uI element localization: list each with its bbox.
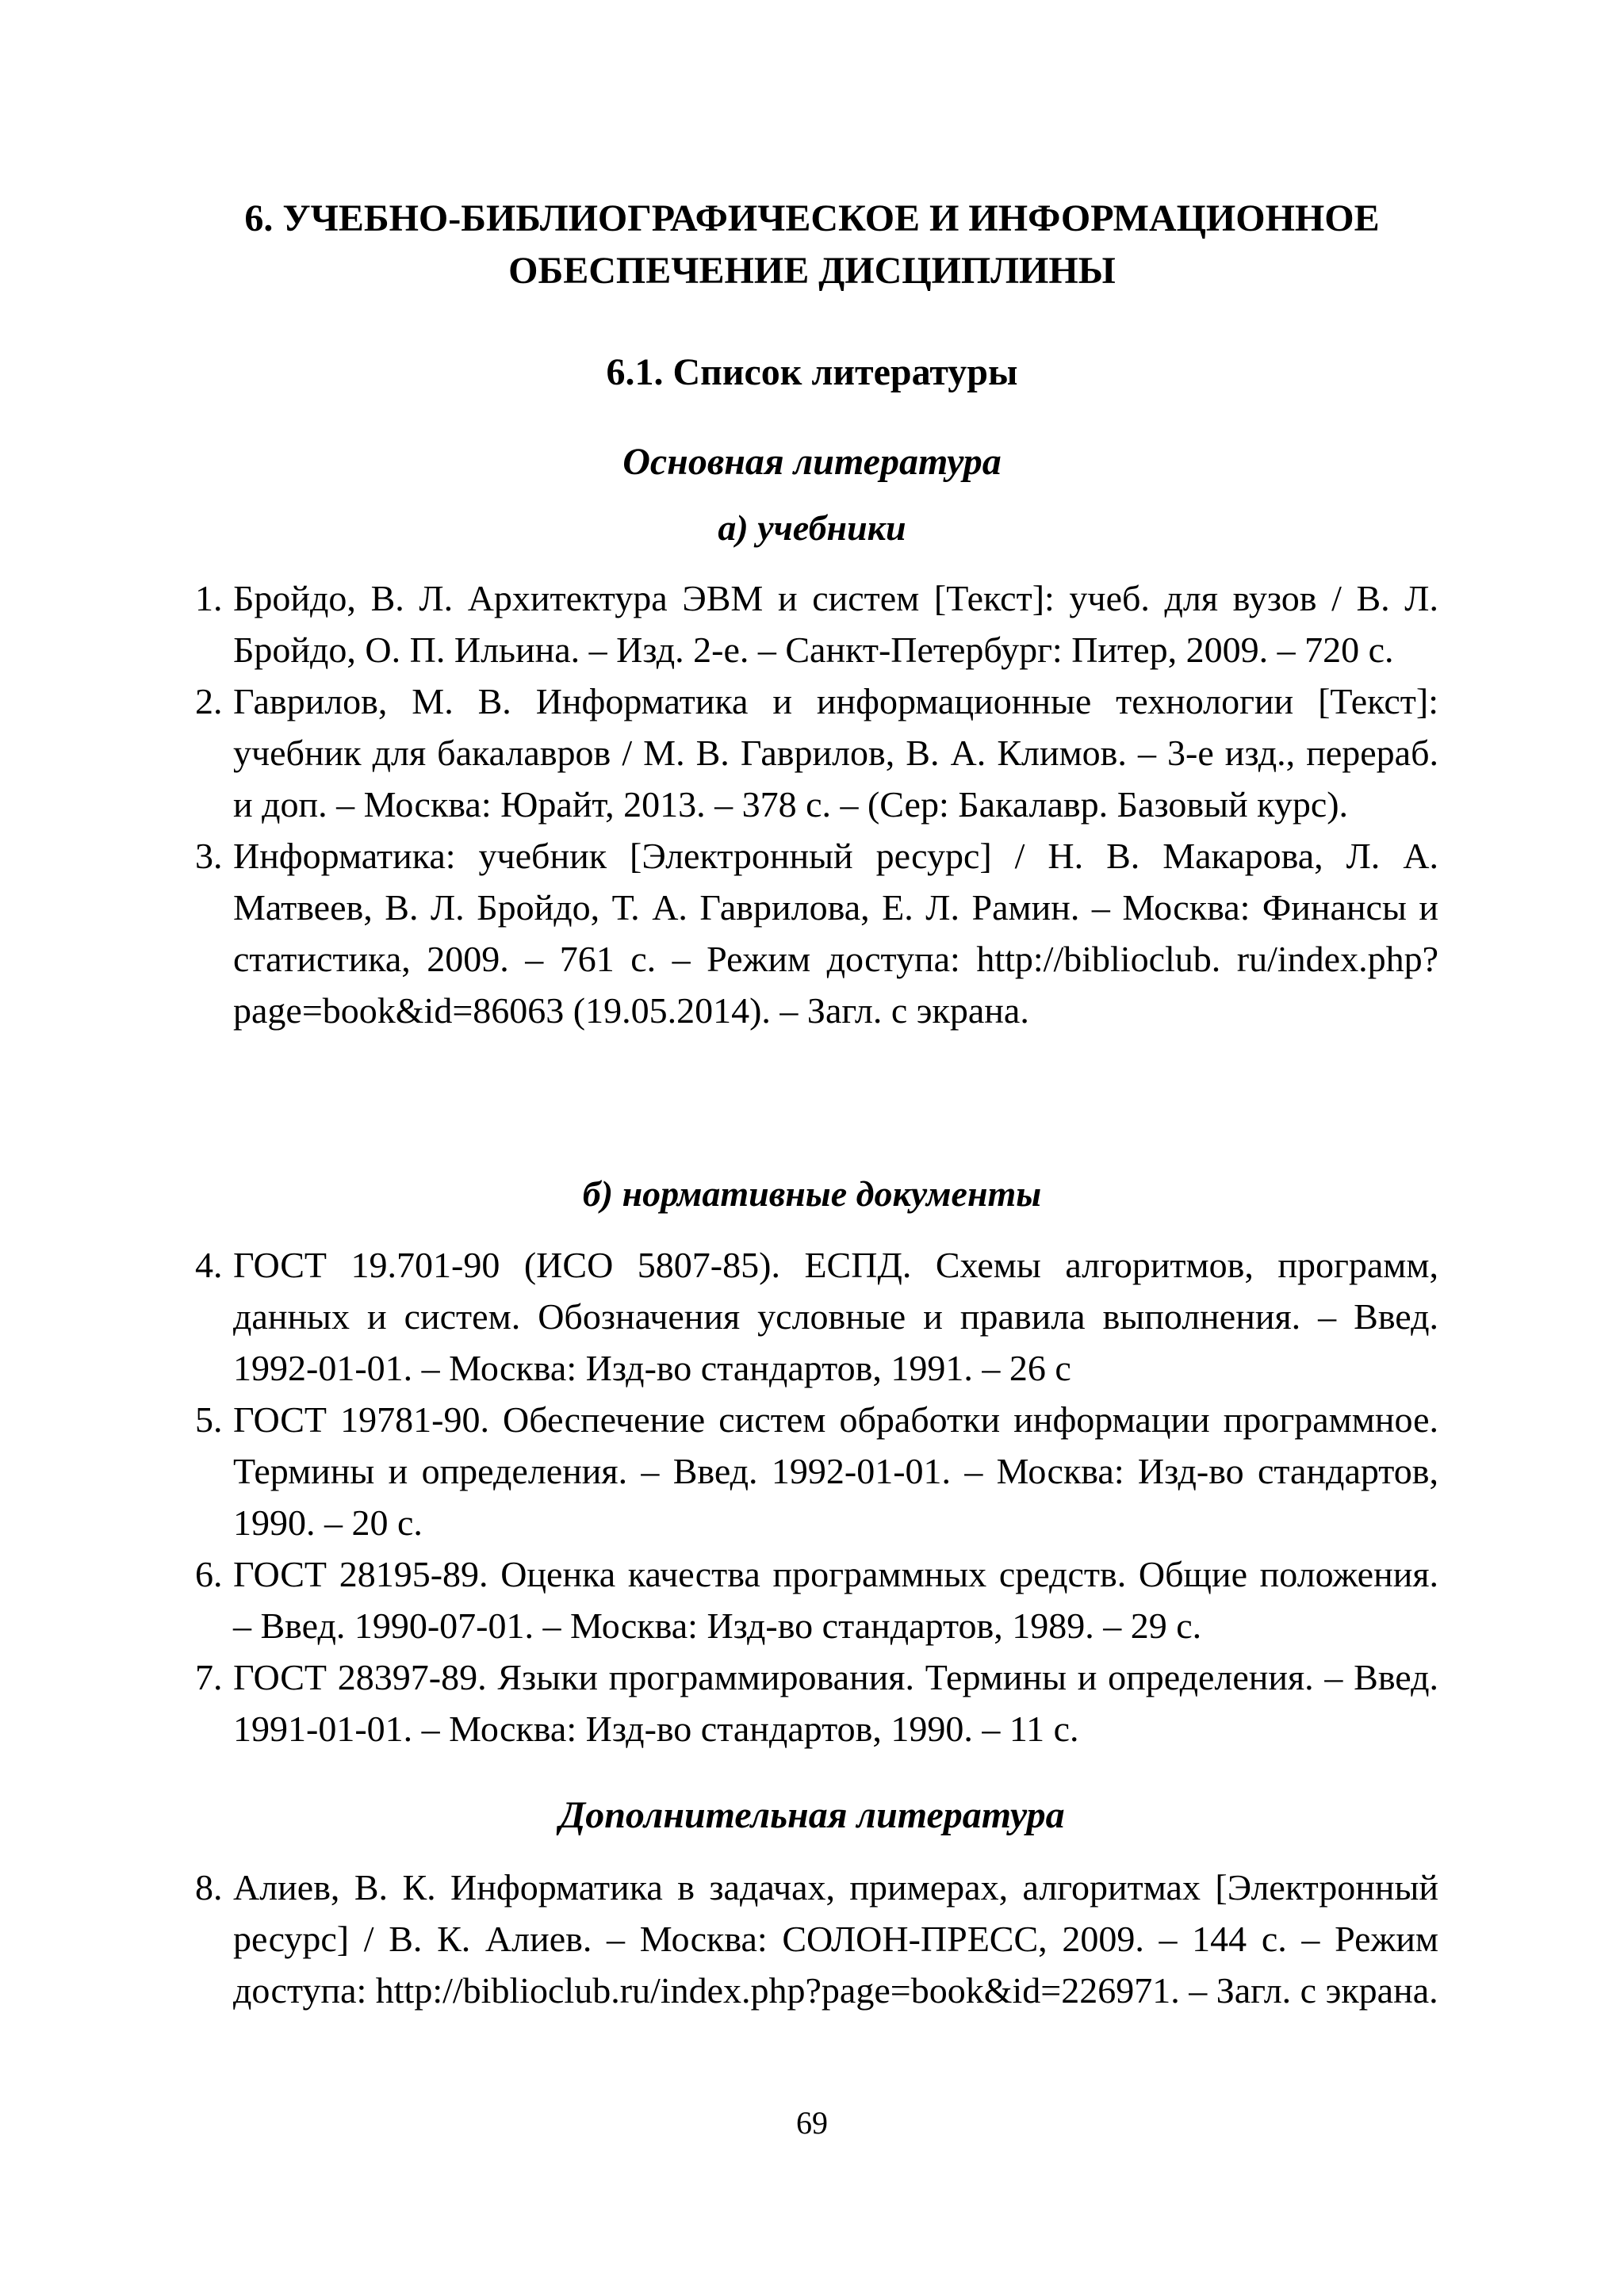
chapter-title-line-1: 6. УЧЕБНО-БИБЛИОГРАФИЧЕСКОЕ И ИНФОРМАЦИОННОЕ	[244, 197, 1380, 239]
textbooks-heading: а) учебники	[718, 507, 906, 548]
reference-number: 7.	[195, 1657, 223, 1697]
chapter-title-line-2: ОБЕСПЕЧЕНИЕ ДИСЦИПЛИНЫ	[508, 250, 1116, 292]
reference-item-5	[0, 1394, 1624, 1548]
reference-text: Алиев, В. К. Информатика в задачах, примерах, алгоритмах [Электронный ресурс] / В. К. Алиев. – Москва: СОЛОН-ПРЕСС, 2009. – 144 с. – Режим доступа: http://biblioclub.ru/index.php?page=book&id=226971. – Загл. с экрана.	[233, 1867, 1438, 2011]
reference-item-3	[0, 830, 1624, 1036]
chapter-title	[198, 193, 1426, 297]
page-number: 69	[796, 2105, 828, 2141]
reference-item-2	[0, 675, 1624, 830]
reference-item-1	[0, 572, 1624, 675]
normative-documents-list	[0, 1239, 1624, 1755]
reference-text: Гаврилов, М. В. Информатика и информационные технологии [Текст]: учебник для бакалавров / М. В. Гаврилов, В. А. Климов. – 3-е изд., перераб. и доп. – Москва: Юрайт, 2013. – 378 с. – (Сер: Бакалавр. Базовый курс).	[233, 681, 1438, 825]
reference-number: 3.	[195, 836, 223, 876]
reference-text: ГОСТ 28195-89. Оценка качества программных средств. Общие положения. – Введ. 1990-07-01. – Москва: Изд-во стандартов, 1989. – 29 с.	[233, 1554, 1438, 1646]
reference-number: 4.	[195, 1245, 223, 1285]
reference-item-6	[0, 1548, 1624, 1651]
reference-text: Информатика: учебник [Электронный ресурс] / Н. В. Макарова, Л. А. Матвеев, В. Л. Бройдо, Т. А. Гаврилова, Е. Л. Рамин. – Москва: Финансы и статистика, 2009. – 761 с. – Режим доступа: http://biblioclub. ru/index.php?page=book&id=86063 (19.05.2014). – Загл. с экрана.	[233, 836, 1438, 1031]
reference-text: ГОСТ 19.701-90 (ИСО 5807-85). ЕСПД. Схемы алгоритмов, программ, данных и систем. Обозначения условные и правила выполнения. – Введ. 1992-01-01. – Москва: Изд-во стандартов, 1991. – 26 с	[233, 1245, 1438, 1388]
reference-number: 2.	[195, 681, 223, 721]
reference-text: ГОСТ 28397-89. Языки программирования. Термины и определения. – Введ. 1991-01-01. – Москва: Изд-во стандартов, 1990. – 11 с.	[233, 1657, 1438, 1749]
reference-number: 6.	[195, 1554, 223, 1594]
additional-literature-list	[0, 1862, 1624, 2016]
reference-item-8	[0, 1862, 1624, 2016]
reference-item-7	[0, 1651, 1624, 1755]
normative-documents-heading: б) нормативные документы	[582, 1173, 1042, 1214]
additional-literature-heading: Дополнительная литература	[559, 1794, 1065, 1836]
main-literature-heading: Основная литература	[622, 441, 1002, 483]
reference-number: 8.	[195, 1867, 223, 1908]
reference-item-4	[0, 1239, 1624, 1394]
reference-text: ГОСТ 19781-90. Обеспечение систем обработки информации программное. Термины и определения. – Введ. 1992-01-01. – Москва: Изд-во стандартов, 1990. – 20 с.	[233, 1399, 1438, 1543]
reference-number: 1.	[195, 578, 223, 618]
reference-number: 5.	[195, 1399, 223, 1440]
reference-text: Бройдо, В. Л. Архитектура ЭВМ и систем [Текст]: учеб. для вузов / В. Л. Бройдо, О. П. Ильина. – Изд. 2-е. – Санкт-Петербург: Питер, 2009. – 720 с.	[233, 578, 1438, 670]
textbooks-list	[0, 572, 1624, 1036]
section-title: 6.1. Список литературы	[606, 351, 1018, 393]
